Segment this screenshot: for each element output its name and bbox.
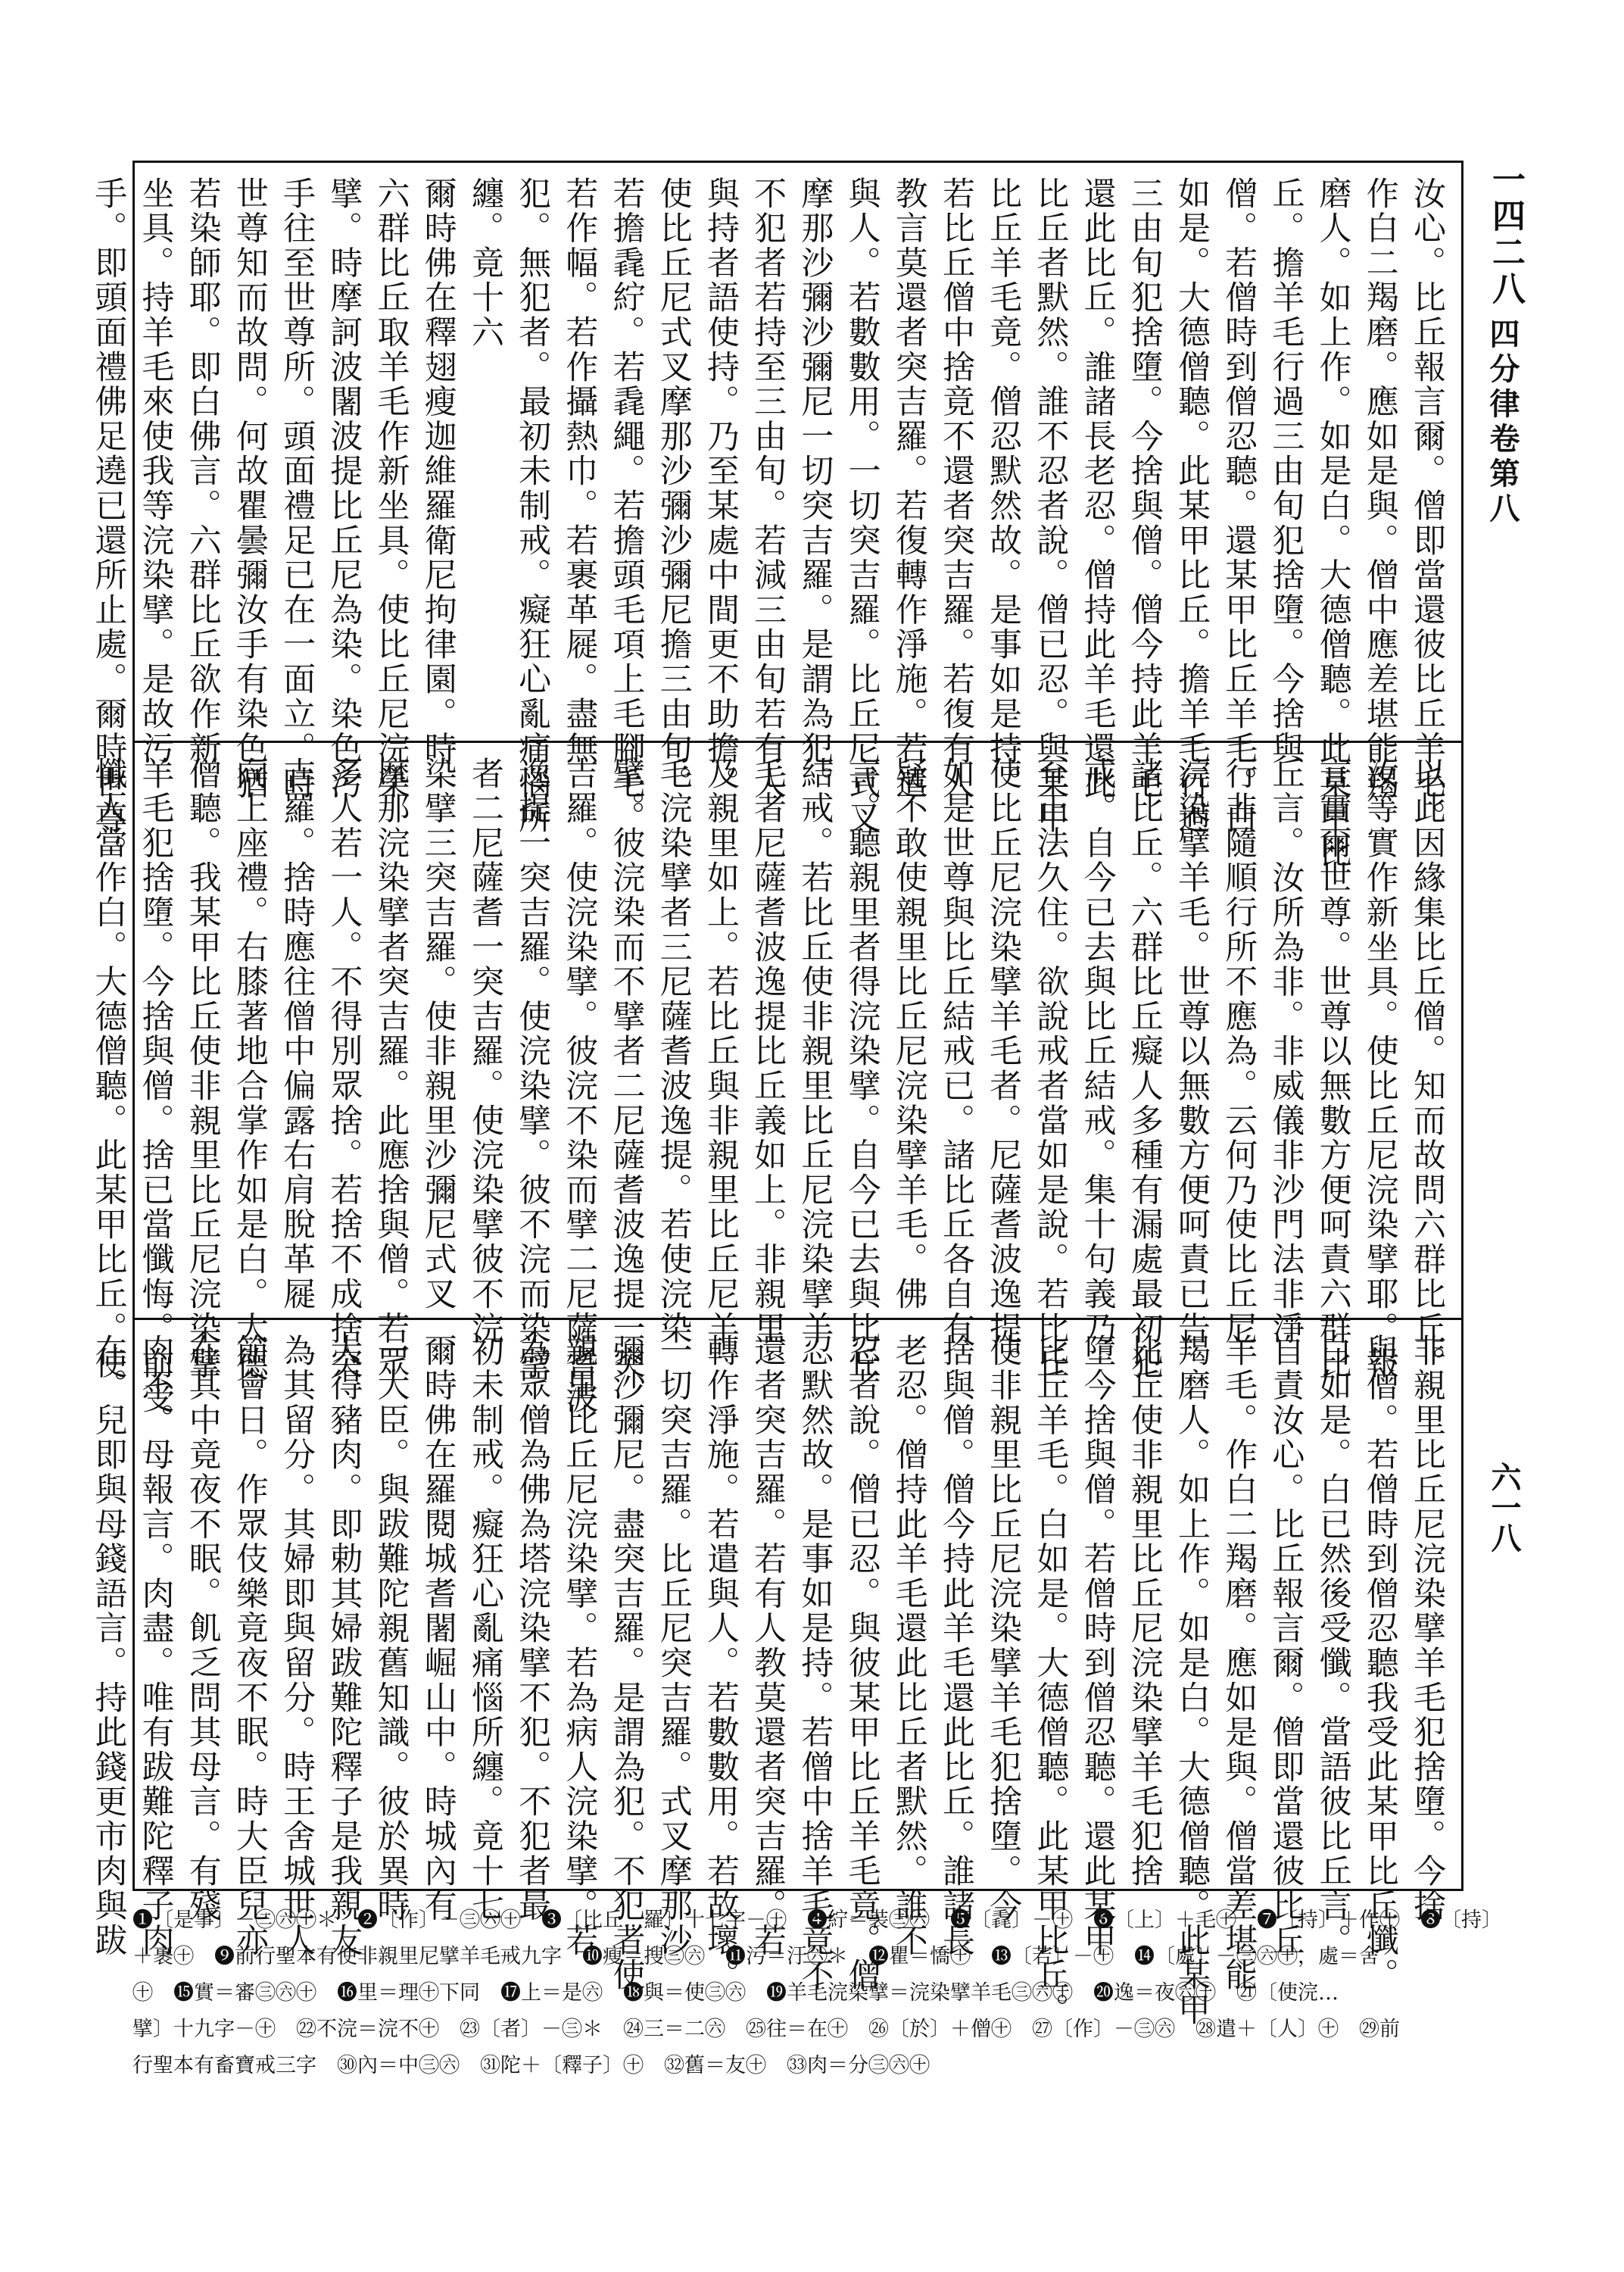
text-column: 在其中竟夜不眠。飢乏問其母言。有殘 <box>183 1334 222 1924</box>
text-column: 羯磨人。如上作。如是白。大德僧聽。此某甲 <box>1172 1334 1211 2027</box>
text-column: 轉作淨施。若遣與人。若數數用。若故壞。 <box>701 1334 740 1993</box>
text-column: 至正法久住。欲說戒者當如是說。若比丘 <box>1031 757 1070 1381</box>
text-column: 若擔毳紵。若毳繩。若擔頭毛項上毛腳毛。 <box>607 176 646 836</box>
text-column: 如是。大德僧聽。此某甲比丘。擔羊毛行過 <box>1172 176 1211 836</box>
text-column: 老忍。僧持此羊毛還此比丘者默然。誰不 <box>890 1334 928 1958</box>
text-column: 摩那沙彌沙彌尼一切突吉羅。是謂為犯。 <box>796 176 834 801</box>
text-column: 諸比丘。六群比丘癡人多種有漏處最初犯 <box>1125 757 1164 1381</box>
text-column: 比丘羊毛竟。僧忍默然故。是事如是持。 <box>984 176 1023 801</box>
text-column: 一切突吉羅。比丘尼突吉羅。式叉摩那沙 <box>654 1334 693 1958</box>
text-column: 羊毛犯捨墮。今捨與僧。捨已當懺悔。前受 <box>136 757 175 1416</box>
text-column: 言實爾世尊。世尊以無數方便呵責六群比 <box>1314 757 1352 1381</box>
text-column: 作白二羯磨。應如是與。僧中應差堪能羯 <box>1361 176 1399 801</box>
text-column: 犯。無犯者。最初未制戒。癡狂心亂痛惱所 <box>513 176 552 836</box>
text-column: 三由旬犯捨墮。今捨與僧。僧今持此羊毛 <box>1125 176 1164 801</box>
text-column: 結戒。若比丘使非親里比丘尼浣染擘羊 <box>796 757 834 1347</box>
text-column: 者二尼薩耆一突吉羅。使浣染擘彼不浣 <box>466 757 504 1347</box>
text-column: 若比丘僧中捨竟不還者突吉羅。若復有人 <box>937 176 975 801</box>
text-column: 汝等實作新坐具。使比丘尼浣染擘耶。報 <box>1361 757 1399 1381</box>
text-column: 親里比丘尼浣染擘。若為病人浣染擘。若 <box>560 1334 599 1958</box>
text-column: 世尊知而故問。何故瞿曇彌汝手有染色猶 <box>230 176 269 801</box>
text-column: 坐具。持羊毛來使我等浣染擘。是故污 <box>136 176 175 766</box>
text-column: 以此因緣集比丘僧。知而故問六群比丘。 <box>1408 757 1446 1381</box>
text-column: 為其留分。其婦即與留分。時王舍城世人 <box>278 1334 316 1958</box>
text-column: 浣染擘羊毛。世尊以無數方便呵責已告 <box>1172 757 1211 1347</box>
text-column: 比丘羊毛。白如是。大德僧聽。此某甲比丘。 <box>1031 1334 1070 2027</box>
text-column: 言。聽親里者得浣染擘。自今已去與比丘 <box>843 757 881 1381</box>
text-column: 比丘者默然。誰不忍者說。僧已忍。與某甲 <box>1031 176 1070 836</box>
text-column: 使比丘尼式叉摩那沙彌沙彌尼擔三由旬。 <box>654 176 693 801</box>
footnote-line: 擘〕十九字－㊉ ㉒不浣＝浣不㊉ ㉓〔者〕－㊂＊ ㉔三＝二㊅ ㉕往＝在㊉ ㉖〔於〕＋僧㊉ ㉗〔作〕－㊂㊅ ㉘遣＋〔人〕㊉ ㉙前 <box>132 2018 1400 2041</box>
text-column: 若作幅。若作攝熱巾。若裹革屣。盡無 <box>560 176 599 766</box>
text-column: 與持者語使持。乃至某處中間更不助擔。 <box>701 176 740 801</box>
text-column: 使非親里比丘尼浣染擘羊毛犯捨墮。今 <box>984 1334 1023 1924</box>
text-column: 疑不敢使親里比丘尼浣染擘羊毛。佛 <box>890 757 928 1312</box>
page-number-head: 一四二八 <box>1486 162 1525 307</box>
footnote-line: ＋裹㊉ ❾前行聖本有使非親里尼擘羊毛戒九字 ❿瘦＝搜㊂㊅ ⓫污＝汙㊅＊ ⓬瞿＝憍㊉ ⓭〔若〕－㊉ ⓮〔處〕－㊂㊅㊉，處＝舍 <box>132 1945 1379 1968</box>
text-column: 丘言。汝所為非。非威儀非沙門法非淨 <box>1267 757 1305 1347</box>
text-column: 逸提一突吉羅。使浣染擘。彼不浣而染擘 <box>513 757 552 1381</box>
text-column: 六群比丘取羊毛作新坐具。使比丘尼浣染 <box>372 176 410 801</box>
text-column: 磨人。如上作。如是白。大德僧聽。此某甲比 <box>1314 176 1352 870</box>
footnotes <box>132 1902 1502 2077</box>
text-column: 丘。擔羊毛行過三由旬犯捨墮。今捨與 <box>1267 176 1305 766</box>
text-column: 一大臣。與跋難陀親舊知識。彼於異時 <box>372 1334 410 1924</box>
text-column: 染擘三突吉羅。使非親里沙彌尼式叉 <box>419 757 457 1312</box>
text-column: 僧聽。我某甲比丘使非親里比丘尼浣染擘 <box>183 757 222 1381</box>
text-column: 如是世尊與比丘結戒已。諸比丘各自有 <box>937 757 975 1347</box>
text-column: 羊毛。作白二羯磨。應如是與。僧當差堪能 <box>1220 1334 1258 1993</box>
text-column: 使比丘尼浣染擘羊毛者。尼薩耆波逸提。 <box>984 757 1023 1381</box>
text-column: 懺人當作白。大德僧聽。此某甲比丘。使 <box>89 757 128 1381</box>
text-column: 與人。若數數用。一切突吉羅。比丘尼式叉 <box>843 176 881 836</box>
text-column: 吉羅。捨時應往僧中偏露右肩脫革屣 <box>278 757 316 1312</box>
text-column: 白如是。白已然後受懺。當語彼比丘言。 <box>1314 1334 1352 1958</box>
footnote-line: ㊉ ⓯實＝審㊂㊅㊉ ⓰里＝理㊉下同 ⓱上＝是㊅ ⓲與＝使㊂㊅ ⓳羊毛浣染擘＝浣染擘羊毛㊂㊅㊉ ⓴逸＝夜㊅㊉ ㉑〔使浣… <box>132 1981 1339 2005</box>
text-column: 擘。彼浣染而不擘者二尼薩耆波逸提一突 <box>607 757 646 1381</box>
text-column: 手。即頭面禮佛足遶已還所止處。爾時世尊。 <box>89 176 128 870</box>
text-column: 若染師耶。即白佛言。六群比丘欲作新 <box>183 176 222 766</box>
running-title: 四分律卷第八 <box>1485 318 1520 527</box>
text-column: 還此比丘。誰諸長老忍。僧持此羊毛還此 <box>1078 176 1117 801</box>
text-column: 手往至世尊所。頭面禮足已在一面立。時 <box>278 176 316 801</box>
text-column: 彌沙彌尼。盡突吉羅。是謂為犯。不犯者使 <box>607 1334 646 1993</box>
text-column: 為眾僧為佛為塔浣染擘不犯。不犯者最 <box>513 1334 552 1924</box>
text-columns <box>89 176 1451 870</box>
text-column: 多人若一人。不得別眾捨。若捨不成捨突 <box>325 757 363 1381</box>
text-column: 汝心。比丘報言爾。僧即當還彼比丘羊毛。 <box>1408 176 1446 836</box>
text-column: 忍者說。僧已忍。與彼某甲比丘羊毛竟。僧 <box>843 1334 881 1993</box>
text-column: 忍默然故。是事如是持。若僧中捨羊毛竟不 <box>796 1334 834 1993</box>
text-column: 在。兒即與母錢語言。持此錢更市肉與跋 <box>89 1334 128 1958</box>
text-column: 爾時佛在羅閱城耆闍崛山中。時城內有 <box>419 1334 457 1924</box>
footnote-line: 行聖本有畜寶戒三字 ㉚內＝中㊂㊅ ㉛陀＋〔釋子〕㊉ ㉜舊＝友㊉ ㉝肉＝分㊂㊅㊉ <box>132 2054 930 2077</box>
text-column: 毛者尼薩耆波逸提比丘義如上。非親里 <box>749 757 787 1347</box>
text-column: 比丘使非親里比丘尼浣染擘羊毛犯捨 <box>1125 1334 1164 1889</box>
text-column: 與僧。若僧時到僧忍聽我受此某甲比丘懺。 <box>1361 1334 1399 1993</box>
text-column: 吉羅。使浣染擘。彼浣不染而擘二尼薩耆波 <box>560 757 599 1416</box>
register-top <box>89 163 1461 870</box>
folio-number: 六一八 <box>1486 1462 1522 1553</box>
text-column: 摩那浣染擘者突吉羅。此應捨與僧。若眾 <box>372 757 410 1381</box>
text-column: 不犯者若持至三由旬。若減三由旬若有人 <box>749 176 787 801</box>
text-column: 節會日。作眾伎樂竟夜不眠。時大臣兒亦 <box>230 1334 269 1958</box>
text-column: 捨與僧。僧今持此羊毛還此比丘。誰諸長 <box>937 1334 975 1958</box>
text-column: 戒。自今已去與比丘結戒。集十句義乃 <box>1078 757 1117 1347</box>
text-columns <box>89 757 1451 1416</box>
text-column: 墮今捨與僧。若僧時到僧忍聽。還此某甲 <box>1078 1334 1117 1958</box>
text-column: 肉不。母報言。肉盡。唯有跋難陀釋子肉 <box>136 1334 175 1958</box>
text-column: 初未制戒。癡狂心亂痛惱所纏。竟十七 <box>466 1334 504 1924</box>
footnote-line: ❶〔是事〕－㊂㊅㊉＊ ❷〔作〕－㊂㊅㊉ ❸〔比丘…羅〕十七字－㊉ ❹紵＝裝㊂㊅ ❺〔毳〕－㊉ ❻〔上〕＋毛㊉ ❼〔持〕＋作㊉ ❽〔持〕 <box>132 1908 1502 1932</box>
text-column: 纏。竟十六 <box>466 176 504 350</box>
text-column: 還者突吉羅。若有人教莫還者突吉羅。若 <box>749 1334 787 1958</box>
text-column: 大得豬肉。即勅其婦跋難陀釋子是我親友 <box>325 1334 363 1958</box>
text-column: 行非隨順行所不應為。云何乃使比丘尼 <box>1220 757 1258 1347</box>
text-column: 爾時佛在釋翅瘦迦維羅衛尼拘律園。時 <box>419 176 457 766</box>
text-column: 向上座禮。右膝著地合掌作如是白。大德 <box>230 757 269 1381</box>
text-column: 自責汝心。比丘報言爾。僧即當還彼比丘 <box>1267 1334 1305 1958</box>
text-column: 非親里比丘尼浣染擘羊毛犯捨墮。今捨 <box>1408 1334 1446 1924</box>
text-column: 僧。若僧時到僧忍聽。還某甲比丘羊毛。白 <box>1220 176 1258 836</box>
text-column: 教言莫還者突吉羅。若復轉作淨施。若遣 <box>890 176 928 801</box>
text-column: 毛浣染擘者三尼薩耆波逸提。若使浣染 <box>654 757 693 1347</box>
register-middle <box>89 741 1461 1416</box>
text-column: 及親里如上。若比丘與非親里比丘尼羊 <box>701 757 740 1347</box>
text-column: 擘。時摩訶波闍波提比丘尼為染。染色污 <box>325 176 363 801</box>
